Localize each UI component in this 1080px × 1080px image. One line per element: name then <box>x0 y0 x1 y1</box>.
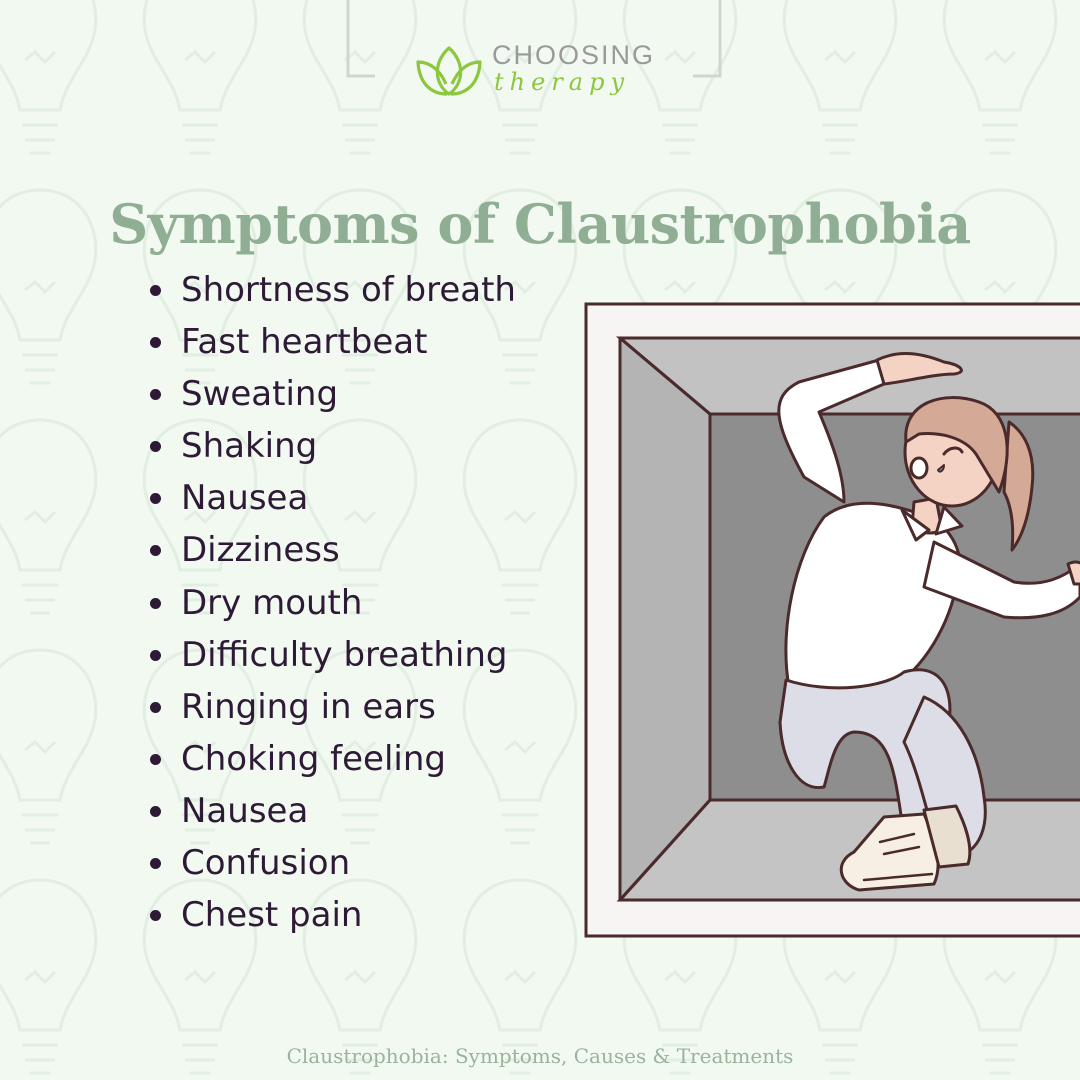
list-item: Dry mouth <box>148 577 516 629</box>
list-item: Nausea <box>148 472 516 524</box>
person-in-box-illustration <box>584 302 1080 938</box>
brand-name: CHOOSING <box>492 40 656 70</box>
list-item: Confusion <box>148 837 516 889</box>
lotus-icon <box>416 40 482 98</box>
page-title: Symptoms of Claustrophobia <box>109 192 971 257</box>
brand-tagline: therapy <box>494 68 631 96</box>
symptom-list <box>148 264 516 941</box>
choosing-therapy-logo[interactable] <box>416 36 676 102</box>
list-item: Ringing in ears <box>148 681 516 733</box>
list-item: Nausea <box>148 785 516 837</box>
list-item: Chest pain <box>148 889 516 941</box>
list-item: Choking feeling <box>148 733 516 785</box>
footer-caption: Claustrophobia: Symptoms, Causes & Treatments <box>286 1044 794 1068</box>
list-item: Difficulty breathing <box>148 629 516 681</box>
list-item: Shaking <box>148 420 516 472</box>
list-item: Sweating <box>148 368 516 420</box>
list-item: Shortness of breath <box>148 264 516 316</box>
list-item: Dizziness <box>148 524 516 576</box>
list-item: Fast heartbeat <box>148 316 516 368</box>
